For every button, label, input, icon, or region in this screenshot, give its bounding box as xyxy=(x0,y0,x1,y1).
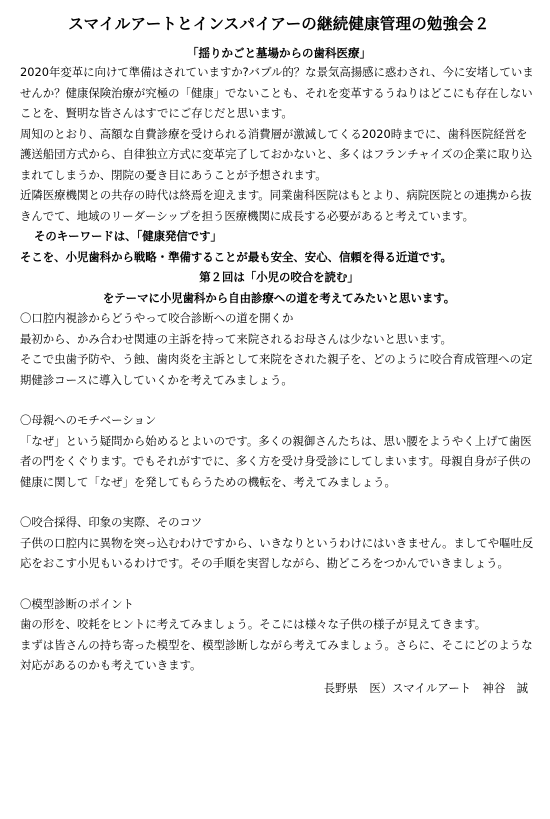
section-3-heading: 〇咬合採得、印象の実際、そのコツ xyxy=(20,515,203,529)
section-4-heading: 〇模型診断のポイント xyxy=(20,596,134,611)
section-spacer xyxy=(20,390,538,410)
document-subtitle: 「揺りかごと墓場からの歯科医療」 xyxy=(187,46,371,60)
section-4-line-1: 歯の形を、咬耗をヒントに考えてみましょう。そこには様々な子供の様子が見えてきます。 xyxy=(20,617,487,631)
strategy-line: そこを、小児歯科から戦略・準備することが最も安全、安心、信頼を得る近道です。 xyxy=(20,249,452,264)
keyword-line: そのキーワードは、「健康発信です」 xyxy=(34,229,222,243)
section-spacer xyxy=(20,492,538,512)
section-2-line-1: 「なぜ」という疑問から始めるとよいのです。多くの親御さんたちは、思い腰をようやく上げて歯医者の門をくぐります。でもそれがすでに、多く方を受け身受診にしてしまいます。母親自身が子供の健康に関して「なぜ」を発してもらうための機転を、考えてみましょう。 xyxy=(20,433,532,489)
author-signature: 長野県 医）スマイルアート 神谷 誠 xyxy=(323,680,528,695)
session-theme-line: 第２回は「小児の咬合を読む」 xyxy=(199,270,359,284)
section-1-line-1: 最初から、かみ合わせ関連の主訴を持って来院されるお母さんは少ないと思います。 xyxy=(20,331,452,346)
section-1-line-2: そこで虫歯予防や、う蝕、歯肉炎を主訴として来院をされた親子を、どのように咬合育成管理への定期健診コースに導入していくかを考えてみましょう。 xyxy=(20,352,533,387)
intro-paragraph-3: 近隣医療機関との共存の時代は終焉を迎えます。同業歯科医院はもとより、病院医院との連携から抜きんでて、地域のリーダーシップを担う医療機関に成長する必要があると考えています。 xyxy=(20,188,532,223)
session-goal-line: をテーマに小児歯科から自由診療への道を考えてみたいと思います。 xyxy=(102,290,456,305)
section-2-heading: 〇母親へのモチベーション xyxy=(20,413,157,427)
section-1-heading: 〇口腔内視診からどうやって咬合診断への道を開くか xyxy=(20,311,294,325)
section-spacer xyxy=(20,574,538,594)
intro-paragraph-1: 2020年変革に向けて準備はされていますか?バブル的？な景気高揚感に惑わされ、今に安堵していませんか？健康保険治療が究極の「健康」でないことも、それを変革するうねりはどこにも存在しないことを、賢明な皆さんはすでにご存じだと思います。 xyxy=(20,65,534,120)
intro-paragraph-2: 周知のとおり、高額な自費診療を受けられる消費層が激減してくる2020時までに、歯科医院経営を護送船団方式から、自律独立方式に変革完了しておかないと、多くはフランチャイズの企業に取り込まれてしまうか、閉院の憂き目にあうことが予想されます。 xyxy=(20,126,533,182)
document-title: スマイルアートとインスパイアーの継続健康管理の勉強会２ xyxy=(68,15,490,33)
section-3-line-1: 子供の口腔内に異物を突っ込むわけですから、いきなりというわけにはいきません。ましてや嘔吐反応をおこす小児もいるわけです。その手順を実習しながら、勘どころをつかんでいきましょう。 xyxy=(20,535,534,570)
section-4-line-2: まずは皆さんの持ち寄った模型を、模型診断しながら考えてみましょう。さらに、そこにどのような対応があるのかも考えていきます。 xyxy=(20,637,533,672)
